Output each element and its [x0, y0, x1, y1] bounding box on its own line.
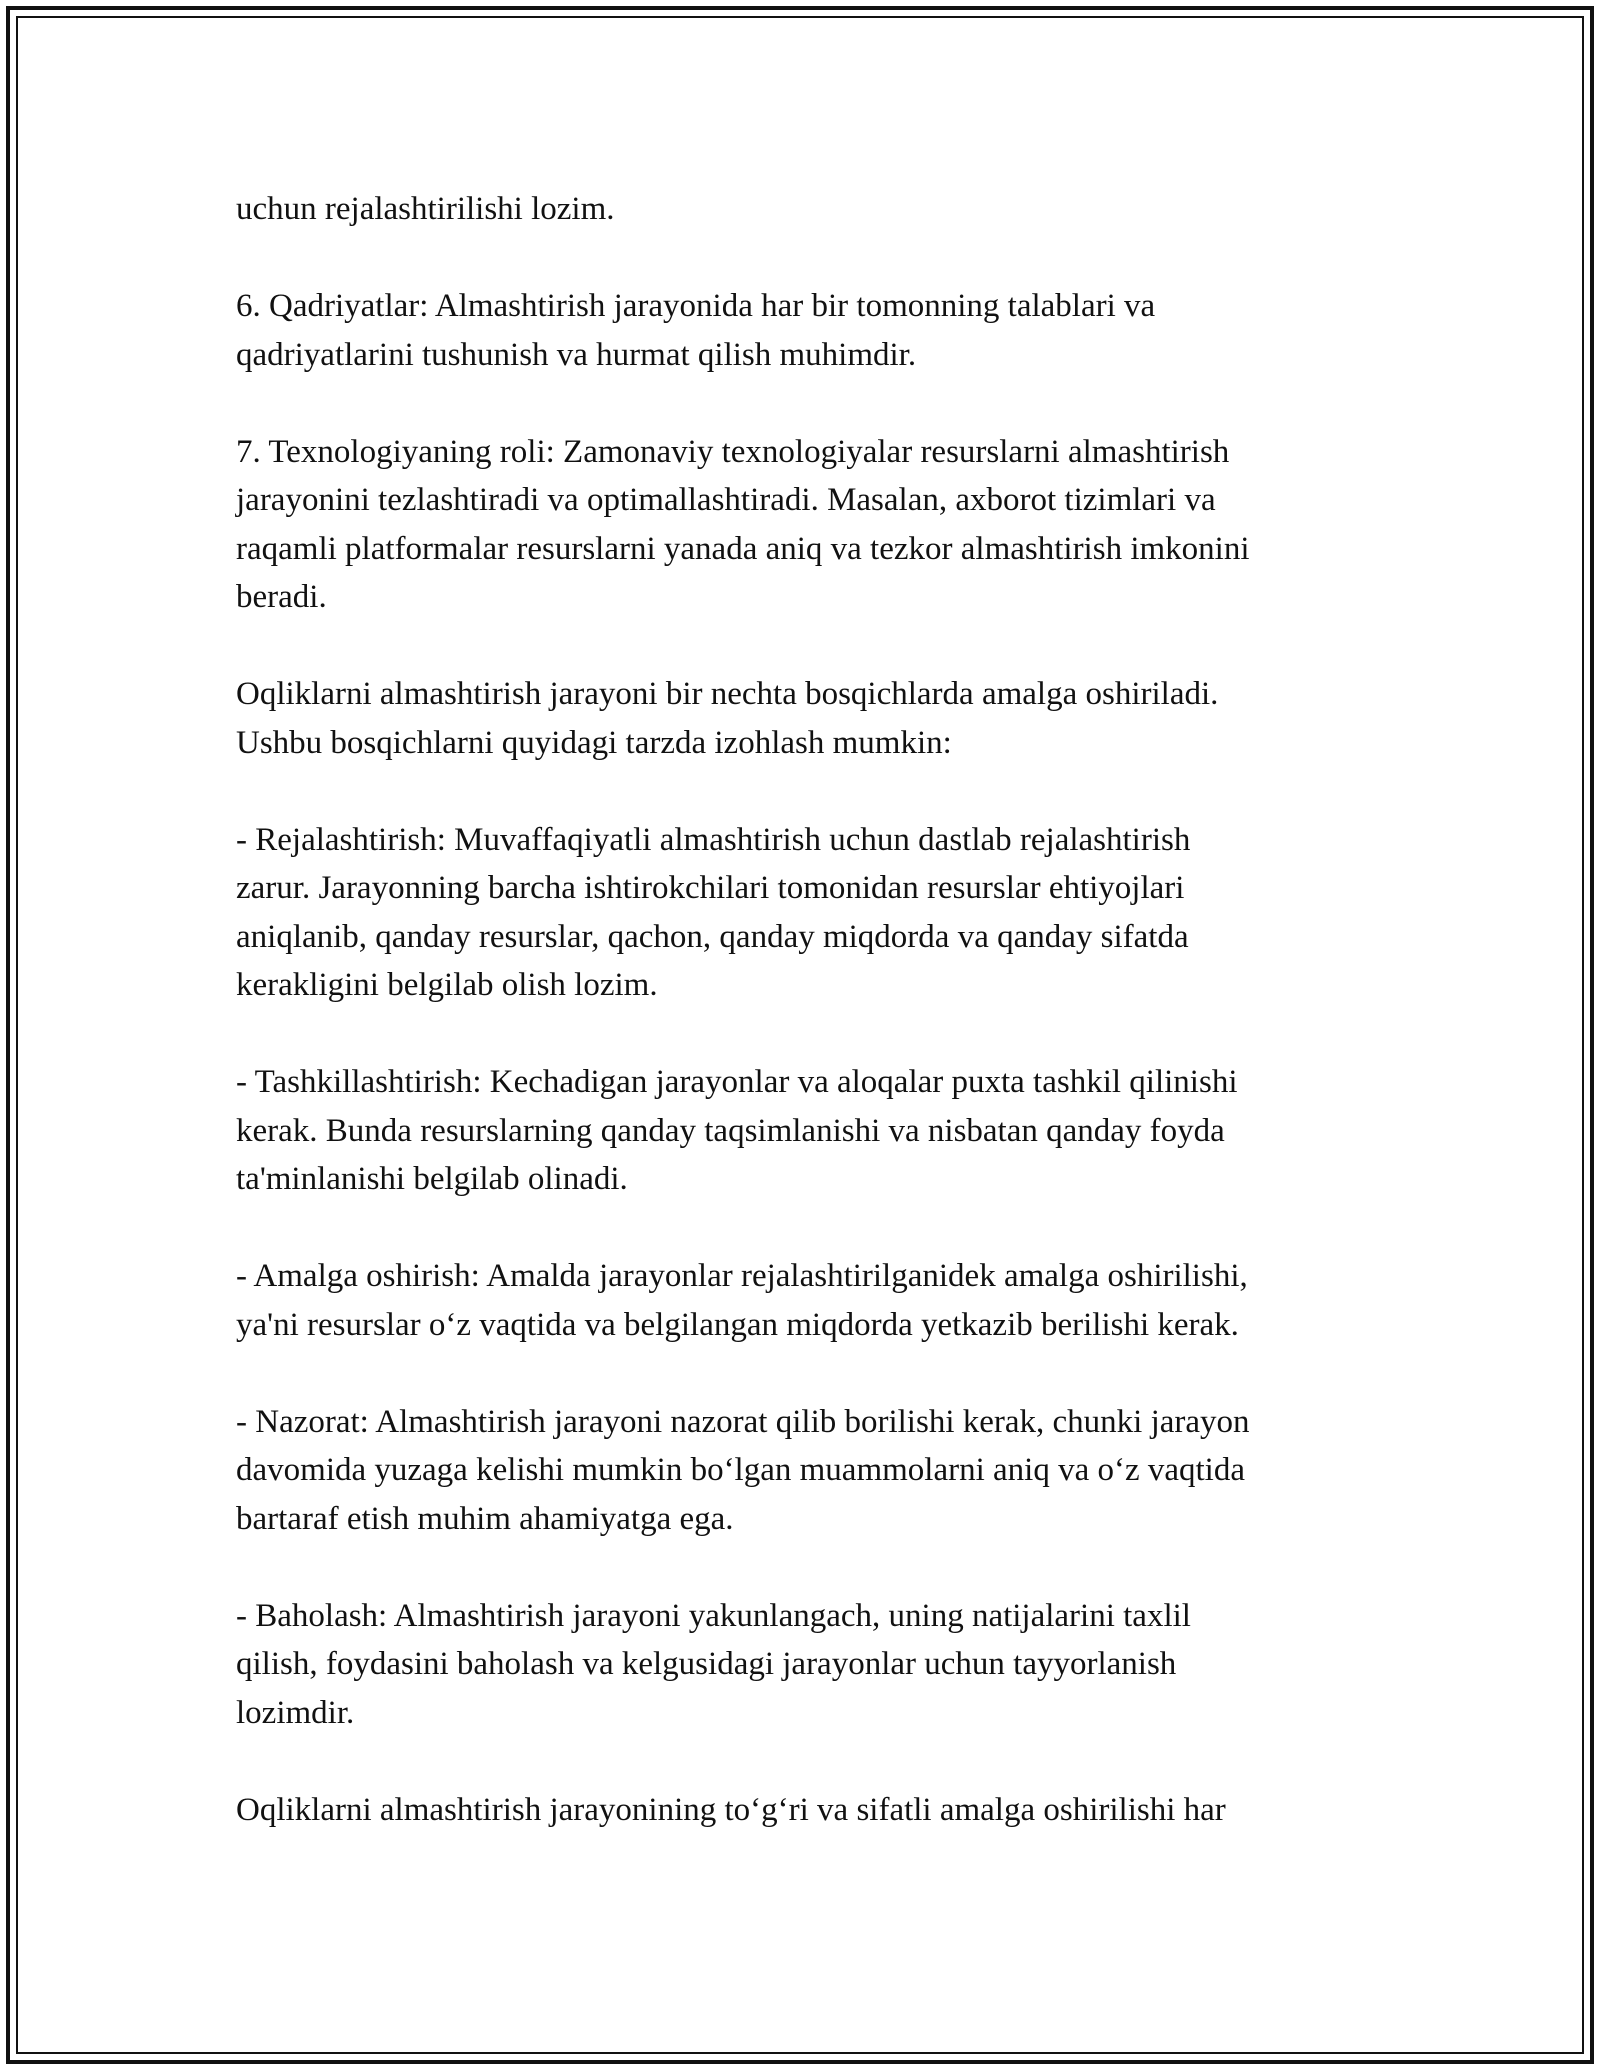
paragraph	[236, 1058, 1386, 1204]
text-line: qadriyatlarini tushunish va hurmat qilish muhimdir.	[236, 336, 917, 373]
document-body	[236, 185, 1386, 1883]
text-line: jarayonini tezlashtiradi va optimallashtiradi. Masalan, axborot tizimlari va	[236, 482, 1216, 518]
text-line: zarur. Jarayonning barcha ishtirokchilari tomonidan resurslar ehtiyojlari	[236, 870, 1185, 906]
text-line: aniqlanib, qanday resurslar, qachon, qanday miqdorda va qanday sifatda	[236, 918, 1189, 955]
text-line: ta'minlanishi belgilab olinadi.	[236, 1161, 628, 1197]
text-line: - Baholash: Almashtirish jarayoni yakunlangach, uning natijalarini taxlil	[236, 1597, 1191, 1634]
text-line: beradi.	[236, 579, 327, 615]
paragraph	[236, 1592, 1386, 1738]
text-line: Oqliklarni almashtirish jarayonining to‘g‘ri va sifatli amalga oshirilishi har	[236, 1791, 1226, 1828]
paragraph	[236, 428, 1386, 622]
text-line: davomida yuzaga kelishi mumkin bo‘lgan muammolarni aniq va o‘z vaqtida	[236, 1452, 1245, 1488]
text-line: - Tashkillashtirish: Kechadigan jarayonlar va aloqalar puxta tashkil qilinishi	[236, 1064, 1238, 1100]
text-line: - Amalga oshirish: Amalda jarayonlar rejalashtirilganidek amalga oshirilishi,	[236, 1258, 1248, 1294]
paragraph	[236, 1252, 1386, 1349]
paragraph	[236, 185, 1386, 234]
paragraph	[236, 1786, 1386, 1835]
text-line: qilish, foydasini baholash va kelgusidagi jarayonlar uchun tayyorlanish	[236, 1646, 1177, 1682]
paragraph	[236, 816, 1386, 1010]
text-line: uchun rejalashtirilishi lozim.	[236, 191, 615, 227]
text-line: ya'ni resurslar o‘z vaqtida va belgilangan miqdorda yetkazib berilishi kerak.	[236, 1306, 1239, 1343]
text-line: - Nazorat: Almashtirish jarayoni nazorat qilib borilishi kerak, chunki jarayon	[236, 1403, 1250, 1440]
paragraph	[236, 282, 1386, 379]
paragraph	[236, 1398, 1386, 1544]
text-line: kerak. Bunda resurslarning qanday taqsimlanishi va nisbatan qanday foyda	[236, 1112, 1225, 1149]
text-line: 7. Texnologiyaning roli: Zamonaviy texnologiyalar resurslarni almashtirish	[236, 433, 1230, 470]
text-line: lozimdir.	[236, 1694, 355, 1731]
text-line: raqamli platformalar resurslarni yanada aniq va tezkor almashtirish imkonini	[236, 530, 1250, 567]
text-line: bartaraf etish muhim ahamiyatga ega.	[236, 1500, 734, 1537]
text-line: Oqliklarni almashtirish jarayoni bir nechta bosqichlarda amalga oshiriladi.	[236, 676, 1219, 712]
text-line: kerakligini belgilab olish lozim.	[236, 967, 658, 1003]
text-line: 6. Qadriyatlar: Almashtirish jarayonida har bir tomonning talablari va	[236, 288, 1156, 324]
text-line: Ushbu bosqichlarni quyidagi tarzda izohlash mumkin:	[236, 724, 952, 761]
paragraph	[236, 670, 1386, 767]
text-line: - Rejalashtirish: Muvaffaqiyatli almashtirish uchun dastlab rejalashtirish	[236, 821, 1191, 858]
